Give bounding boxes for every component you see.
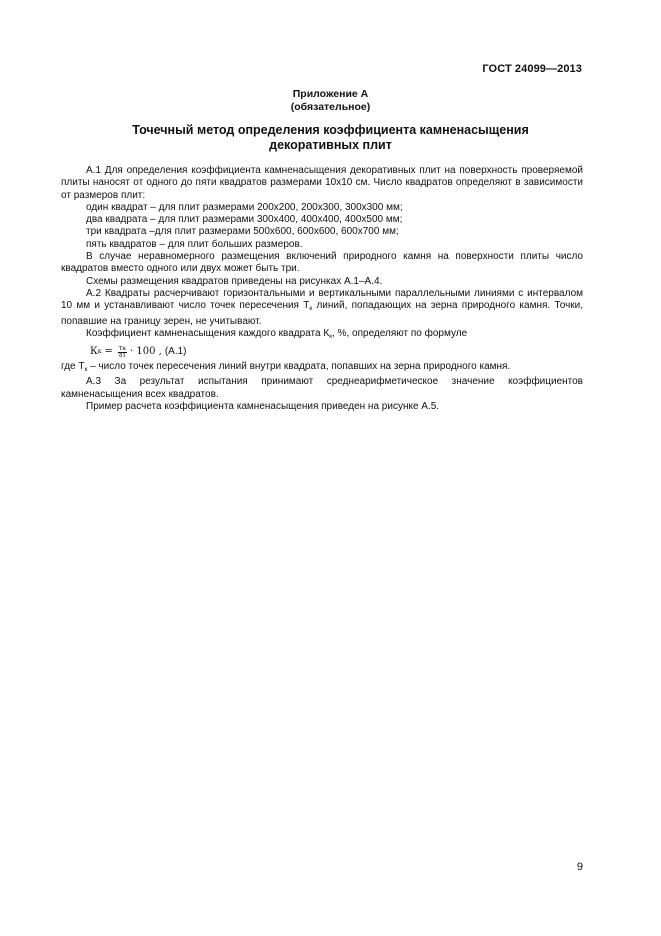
symbol-t: Т (303, 300, 310, 312)
formula-lhs-subscript: к (97, 348, 102, 355)
paragraph-a2-tail: линий, попадающих на зерна природного камня. Точки, попавшие на границу зерен, не учитывают. (61, 300, 584, 327)
appendix-title: Приложение А (292, 88, 369, 100)
paragraph-where-tail: – число точек пересечения линий внутри квадрата, попавших на зерна природного камня. (90, 361, 511, 373)
formula-lhs: К (90, 346, 98, 357)
paragraph-a3: А.3 За результат испытания принимают среднеарифметическое значение коэффициентов камненасыщения всех квадратов. (61, 376, 583, 400)
paragraph-uneven: В случае неравномерного размещения включений природного камня на поверхности плиты число квадратов вместо одного или двух может быть три. (61, 251, 583, 275)
appendix-status: (обязательное) (290, 101, 371, 113)
list-item: три квадрата –для плит размерами 500х600, 600х600, 600х700 мм; (86, 226, 399, 238)
page-number: 9 (576, 861, 583, 873)
formula-a1 (90, 344, 583, 360)
list-item: два квадрата – для плит размерами 300х400, 400х400, 400х500 мм; (86, 214, 403, 226)
formula-fraction (118, 346, 127, 359)
paragraph-a1: А.1 Для определения коэффициента камненасыщения декоративных плит на поверхность проверяемой плиты наносят от одного до пяти квадратов размерами 10х10 см. Число квадратов определяют в зависимости от размеров плит: (61, 165, 583, 201)
symbol-k: К (323, 327, 330, 339)
formula-numerator: Тк (118, 345, 126, 352)
section-title-line-2: декоративных плит (269, 138, 392, 152)
document-body (61, 165, 583, 413)
symbol-t: Т (78, 361, 85, 373)
list-item: один квадрат – для плит размерами 200х200, 200х300, 300х300 мм; (86, 201, 403, 213)
document-code: ГОСТ 24099—2013 (482, 63, 582, 75)
paragraph-schemes: Схемы размещения квадратов приведены на рисунках А.1–А.4. (86, 275, 383, 287)
paragraph-coef-tail: , %, определяют по формуле (332, 327, 468, 339)
paragraph-coef-text: Коэффициент камненасыщения каждого квадрата (86, 327, 321, 339)
formula-equals: = (104, 346, 113, 357)
paragraph-coefficient (61, 328, 583, 343)
paragraph-a2-text: А.2 Квадраты расчерчивают горизонтальными и вертикальными параллельными линиями с интервалом 10 мм и устанавливают число точек пересечения (61, 287, 583, 312)
formula-label: (А.1) (164, 346, 187, 357)
symbol-subscript: к (309, 305, 313, 313)
list-item: пять квадратов – для плит больших размеров. (86, 238, 303, 250)
paragraph-a2 (61, 288, 583, 328)
paragraph-example: Пример расчета коэффициента камненасыщения приведен на рисунке А.5. (86, 401, 440, 413)
section-title-line-1: Точечный метод определения коэффициента камненасыщения (132, 123, 529, 137)
symbol-subscript: к (84, 366, 88, 374)
paragraph-where (61, 361, 583, 376)
formula-multiplier: · 100 , (130, 346, 162, 357)
paragraph-where-text: где (61, 361, 76, 373)
formula-denominator: 81 (118, 352, 126, 359)
symbol-subscript: к (329, 332, 333, 340)
